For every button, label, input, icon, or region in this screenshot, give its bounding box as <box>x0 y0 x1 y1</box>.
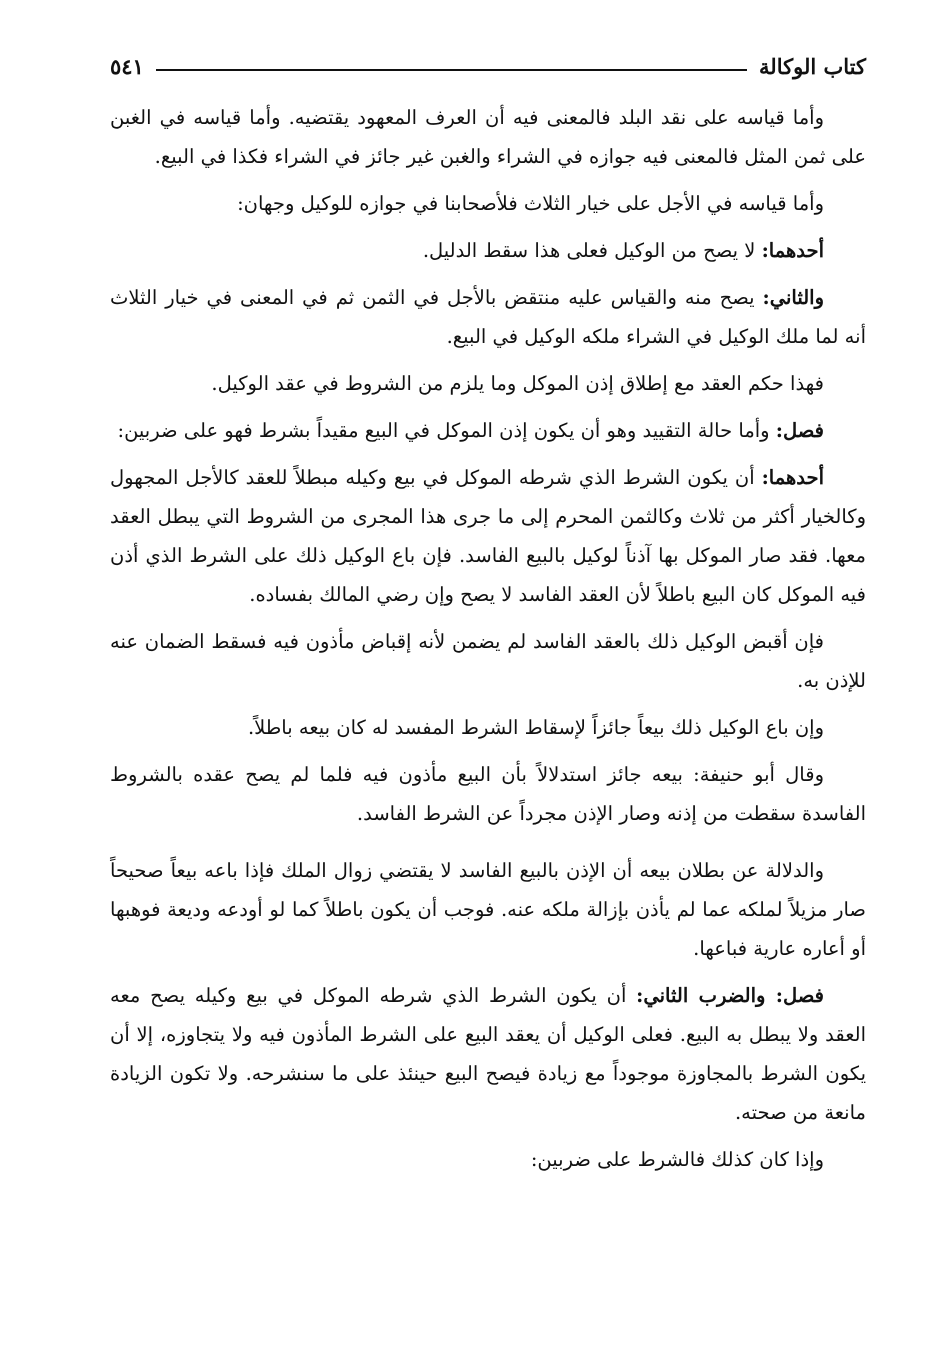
paragraph <box>110 184 866 223</box>
paragraph-text: وأما قياسه في الأجل على خيار الثلاث فلأصحابنا في جوازه للوكيل وجهان: <box>237 192 824 215</box>
paragraph-text: وإن باع الوكيل ذلك بيعاً جائزاً لإسقاط الشرط المفسد له كان بيعه باطلاً. <box>247 716 824 739</box>
paragraph-text: وأما قياسه على نقد البلد فالمعنى فيه أن العرف المعهود يقتضيه. وأما قياسه في الغبن على ثمن المثل فالمعنى فيه جوازه في الشراء والغبن غير جائز في الشراء فكذا في البيع. <box>110 106 866 168</box>
paragraph <box>110 98 866 176</box>
paragraph-lead: أحدهما: <box>761 466 824 489</box>
paragraph <box>110 278 866 356</box>
paragraph <box>110 976 866 1132</box>
paragraph-text: وقال أبو حنيفة: بيعه جائز استدلالاً بأن البيع مأذون فيه فلما لم يصح عقده بالشروط الفاسدة سقطت من إذنه وصار الإذن مجرداً عن الشرط الفاسد. <box>110 763 866 825</box>
paragraph-text: وإذا كان كذلك فالشرط على ضربين: <box>530 1148 824 1171</box>
header-rule <box>156 69 747 71</box>
book-page <box>110 46 866 1326</box>
paragraph-text: أن يكون الشرط الذي شرطه الموكل في بيع وكيله مبطلاً للعقد كالأجل المجهول وكالخيار أكثر من ثلاث وكالثمن المحرم إلى ما جرى هذا المجرى من الشروط التي يبطل العقد معها. فقد صار الموكل بها آذناً لوكيل بالبيع الفاسد. فإن باع الوكيل ذلك على الشرط الذي أذن فيه الموكل كان البيع باطلاً لأن العقد الفاسد لا يصح وإن رضي المالك بفساده. <box>110 466 866 606</box>
paragraph <box>110 851 866 968</box>
page-number: ٥٤١ <box>110 53 144 79</box>
paragraph-text: لا يصح من الوكيل فعلى هذا سقط الدليل. <box>422 239 762 262</box>
running-title: كتاب الوكالة <box>759 53 866 79</box>
paragraph <box>110 364 866 403</box>
paragraph-text: فإن أقبض الوكيل ذلك بالعقد الفاسد لم يضمن لأنه إقباض مأذون فيه فسقط الضمان عنه للإذن به. <box>110 630 866 692</box>
body-text <box>110 98 866 1179</box>
paragraph-text: يصح منه والقياس عليه منتقض بالأجل في الثمن ثم في المعنى في خيار الثلاث أنه لما ملك الوكيل في الشراء ملكه الوكيل في البيع. <box>110 286 866 348</box>
paragraph-text: أن يكون الشرط الذي شرطه الموكل في بيع وكيله يصح معه العقد ولا يبطل به البيع. فعلى الوكيل أن يعقد البيع على الشرط المأذون فيه ولا يتجاوزه، إلا أن يكون الشرط بالمجاوزة موجوداً مع زيادة فيصح البيع حينئذ على ما سنشرحه. ولا تكون الزيادة مانعة من صحته. <box>110 984 866 1124</box>
paragraph-text: فهذا حكم العقد مع إطلاق إذن الموكل وما يلزم من الشروط في عقد الوكيل. <box>211 372 824 395</box>
paragraph <box>110 411 866 450</box>
paragraph <box>110 458 866 614</box>
page-header <box>110 46 866 86</box>
paragraph-lead: فصل: والضرب الثاني: <box>636 984 824 1007</box>
paragraph-text: وأما حالة التقييد وهو أن يكون إذن الموكل في البيع مقيداً بشرط فهو على ضربين: <box>117 419 776 442</box>
paragraph <box>110 708 866 747</box>
paragraph <box>110 755 866 833</box>
paragraph <box>110 622 866 700</box>
paragraph-text: والدلالة عن بطلان بيعه أن الإذن بالبيع الفاسد لا يقتضي زوال الملك فإذا باعه بيعاً صحيحاً صار مزيلاً لملكه عما لم يأذن بإزالة ملكه عنه. فوجب أن يكون باطلاً كما لو أودعه وديعة فوهبها أو أعاره عارية فباعها. <box>110 859 866 960</box>
paragraph-lead: والثاني: <box>762 286 824 309</box>
paragraph-lead: فصل: <box>775 419 824 442</box>
paragraph <box>110 1140 866 1179</box>
paragraph-lead: أحدهما: <box>761 239 824 262</box>
paragraph <box>110 231 866 270</box>
